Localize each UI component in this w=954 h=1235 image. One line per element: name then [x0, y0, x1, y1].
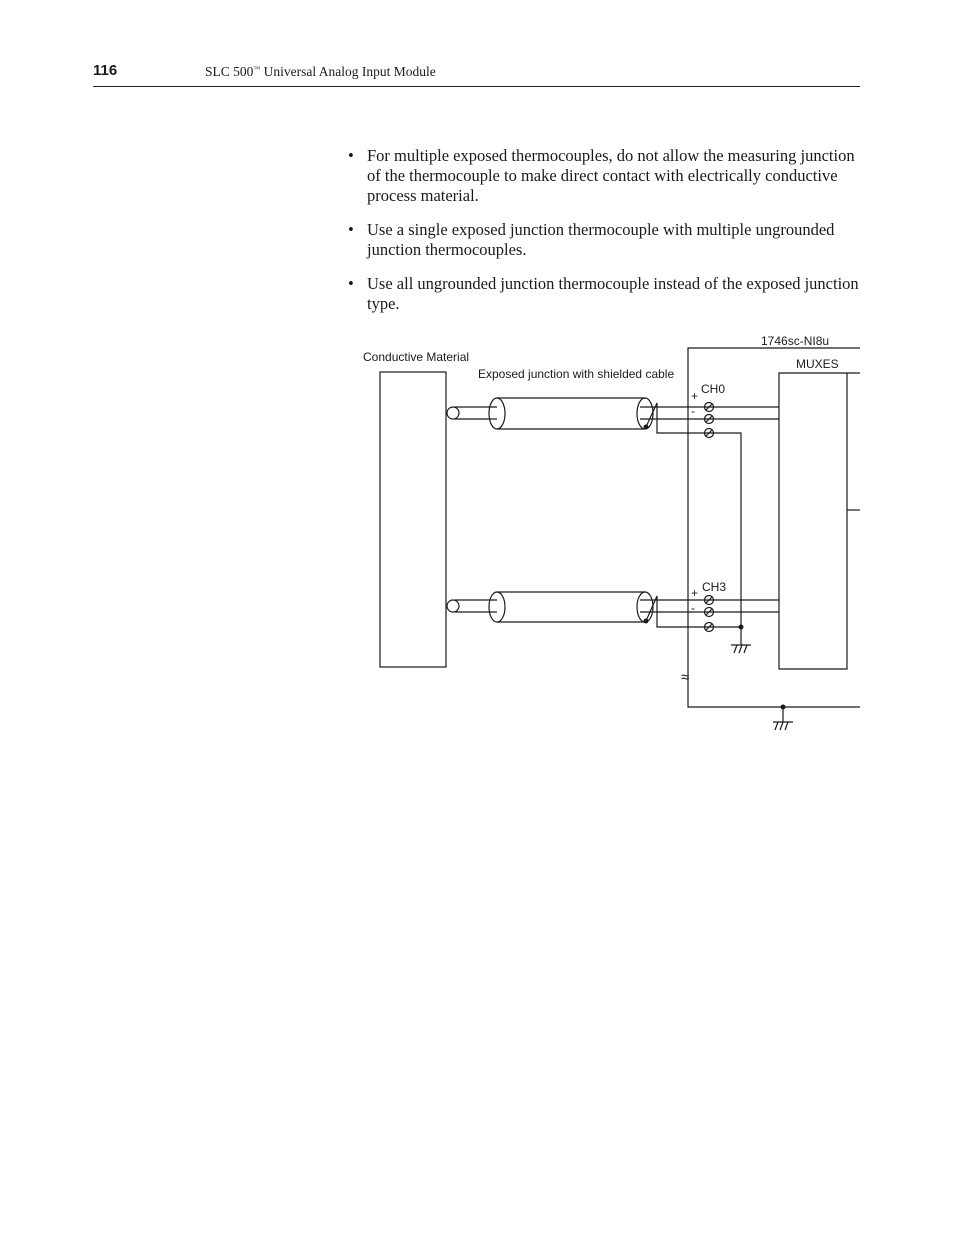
ch3-terminals	[705, 596, 714, 632]
bullet-text: Use all ungrounded junction thermocouple instead of the exposed junction type.	[367, 274, 859, 313]
ground-icon	[731, 645, 751, 653]
junction-circle	[447, 407, 459, 419]
page-number: 116	[93, 62, 118, 79]
ch0-cable	[447, 398, 709, 433]
muxes-block	[779, 373, 860, 669]
bullet-item	[346, 274, 866, 314]
ch3-plus-label: +	[691, 586, 699, 600]
chassis-ground-icon	[773, 722, 793, 730]
page-header	[93, 60, 860, 87]
ch0-minus-label: -	[691, 404, 695, 418]
module-label: 1746sc-NI8u	[761, 334, 830, 348]
ch3-label: CH3	[702, 580, 727, 594]
running-title-rest: Universal Analog Input Module	[260, 64, 436, 79]
conductive-material-label: Conductive Material	[363, 350, 470, 364]
bullet-text: Use a single exposed junction thermocouple with multiple ungrounded junction thermocouples.	[367, 220, 835, 259]
ch0-label: CH0	[701, 382, 726, 396]
bullet-dot: •	[348, 274, 354, 293]
module-outline	[688, 348, 860, 707]
junction-dot	[644, 425, 649, 430]
junction-circle	[447, 600, 459, 612]
bullet-list	[346, 146, 866, 328]
ch3-cable	[447, 592, 709, 627]
bullet-dot: •	[348, 146, 354, 165]
approx-symbol: ≈	[681, 669, 690, 686]
muxes-label: MUXES	[796, 357, 839, 371]
junction-dot	[781, 705, 786, 710]
bullet-item	[346, 220, 866, 260]
trademark-symbol: ™	[253, 65, 261, 73]
ch3-minus-label: -	[691, 601, 695, 615]
bullet-item	[346, 146, 866, 206]
junction-dot	[739, 625, 744, 630]
cable-label: Exposed junction with shielded cable	[478, 367, 675, 381]
junction-dot	[644, 619, 649, 624]
ch0-plus-label: +	[691, 389, 699, 403]
running-title-main: SLC 500	[205, 64, 254, 79]
wiring-diagram	[340, 330, 920, 750]
conductive-material-block	[380, 372, 446, 667]
bullet-text: For multiple exposed thermocouples, do not allow the measuring junction of the thermocouple to make direct contact with electrically conductive process material.	[367, 146, 855, 205]
running-title	[205, 64, 436, 80]
bullet-dot: •	[348, 220, 354, 239]
ch0-terminals	[705, 403, 714, 438]
